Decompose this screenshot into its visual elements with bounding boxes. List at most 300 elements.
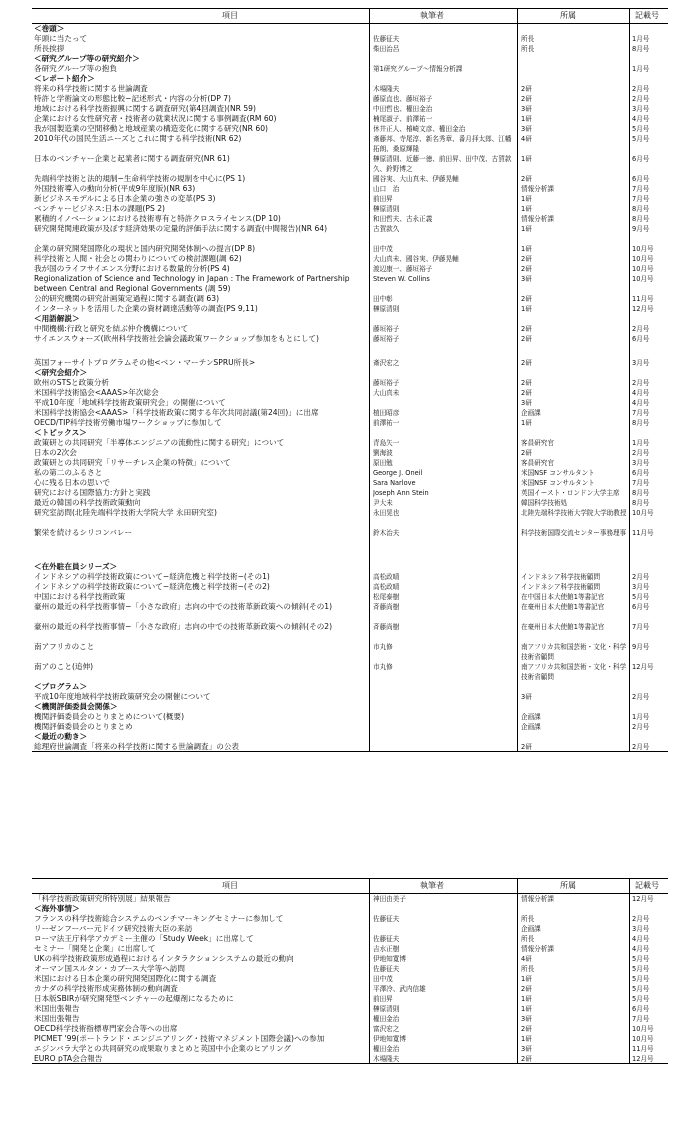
item-author: Sara Narlove xyxy=(373,479,416,487)
item-author: 大山真未、國谷実、伊藤晃輔 xyxy=(373,255,459,263)
table-row xyxy=(32,692,668,702)
item-title: 政策研との共同研究「半導体エンジニアの流動性に関する研究」について xyxy=(34,438,285,447)
item-issue: 12月号 xyxy=(632,305,654,313)
item-author: 斉藤尚樹 xyxy=(373,603,400,611)
item-title: カナダの科学技術形成実務体制の動向調査 xyxy=(34,984,178,993)
item-issue: 7月号 xyxy=(632,1015,650,1023)
item-issue: 8月号 xyxy=(632,205,650,213)
table-row xyxy=(32,508,668,528)
table-row xyxy=(32,1004,668,1014)
item-affiliation: 1研 xyxy=(521,1035,532,1043)
item-issue: 11月号 xyxy=(632,1045,654,1053)
item-title: ＜レポート紹介＞ xyxy=(34,74,95,83)
item-issue: 5月号 xyxy=(632,985,650,993)
item-affiliation: 3研 xyxy=(521,1045,532,1053)
item-author: 木場隆夫 xyxy=(373,1055,400,1063)
item-title: PICMET '99(ポートランド・エンジニアリング・技術マネジメント国際会議)への参加 xyxy=(34,1034,325,1043)
table-row xyxy=(32,134,668,154)
table-row xyxy=(32,954,668,964)
item-issue: 11月号 xyxy=(632,529,654,537)
section-heading xyxy=(32,428,668,438)
table-row xyxy=(32,408,668,418)
item-title: サイエンスウォーズ(欧州科学技術社会論会議政策ワークショップ参加をもとにして) xyxy=(34,334,319,343)
item-author: 高松政晴 xyxy=(373,583,400,591)
item-title: インドネシアの科学技術政策について−経済危機と科学技術−(その2) xyxy=(34,582,270,591)
item-affiliation: 2研 xyxy=(521,85,532,93)
item-issue: 5月号 xyxy=(632,965,650,973)
item-author: 永田晃也 xyxy=(373,509,400,517)
item-issue: 4月号 xyxy=(632,945,650,953)
item-title: 日本のベンチャー企業と起業者に関する調査研究(NR 61) xyxy=(34,154,230,163)
table-row xyxy=(32,378,668,388)
item-issue: 8月号 xyxy=(632,215,650,223)
item-author: 榊原清則、近藤一徳、前田昇、田中茂、古賀款久、鈴野博之 xyxy=(373,155,512,173)
item-affiliation: 所長 xyxy=(521,965,535,973)
item-affiliation: 所長 xyxy=(521,45,535,53)
item-issue: 5月号 xyxy=(632,593,650,601)
header-issue: 記載号 xyxy=(635,881,659,890)
table-row xyxy=(32,204,668,214)
item-author: 前澤祐一 xyxy=(373,419,400,427)
item-author: 國谷実、大山真未、伊藤晃輔 xyxy=(373,175,459,183)
item-issue: 8月号 xyxy=(632,419,650,427)
column-divider xyxy=(369,878,370,1063)
item-affiliation: 英国イースト・ロンドン大学主席 xyxy=(521,489,620,497)
item-title: 年頭に当たって xyxy=(34,34,88,43)
table-row xyxy=(32,468,668,478)
item-affiliation: 2研 xyxy=(521,985,532,993)
header-issue: 記載号 xyxy=(635,11,659,20)
table-row xyxy=(32,194,668,204)
item-issue: 7月号 xyxy=(632,185,650,193)
table-row xyxy=(32,274,668,294)
table-row xyxy=(32,528,668,548)
item-issue: 4月号 xyxy=(632,935,650,943)
table-row xyxy=(32,622,668,642)
table-row xyxy=(32,224,668,244)
item-author: 平澤冷、武内信雄 xyxy=(373,985,426,993)
header-affiliation: 所属 xyxy=(560,11,576,20)
table-row xyxy=(32,1014,668,1024)
item-author: 青島矢一 xyxy=(373,439,400,447)
index-table-2 xyxy=(32,878,668,1064)
item-title: 科学技術と人間・社会との関わりについての検討課題(調 62) xyxy=(34,254,242,263)
table-row xyxy=(32,458,668,468)
item-author: 尹大未 xyxy=(373,499,393,507)
item-author: 伊地知寛博 xyxy=(373,955,406,963)
item-title: 研究開発関連政策が及ぼす経済効果の定量的評価手法に関する調査(中間報告)(NR 64) xyxy=(34,224,328,233)
item-title: UKの科学技術政策形成過程におけるインタラクションシステムの最近の動向 xyxy=(34,954,294,963)
item-title: ローマ法王庁科学アカデミー主催の「Study Week」に出席して xyxy=(34,934,254,943)
item-title: 米国における日本企業の研究開発国際化に関する調査 xyxy=(34,974,217,983)
table-row xyxy=(32,334,668,344)
item-title: フランスの科学技術総合システムのベンチマーキングセミナーに参加して xyxy=(34,914,284,923)
item-author: 佐藤征夫 xyxy=(373,935,400,943)
section-heading xyxy=(32,74,668,84)
item-title: 研究室訪問(北陸先端科学技術大学院大学 永田研究室) xyxy=(34,508,217,517)
item-author: 木場隆夫 xyxy=(373,85,400,93)
item-author: 古賀款久 xyxy=(373,225,400,233)
header-title: 項目 xyxy=(222,881,238,890)
item-author: 權田金治 xyxy=(373,1045,400,1053)
table-row xyxy=(32,174,668,184)
item-title: 企業における女性研究者・技術者の就業状況に関する事例調査(RM 60) xyxy=(34,114,277,123)
item-affiliation: 米国NSF コンサルタント xyxy=(521,469,595,477)
item-issue: 2月号 xyxy=(632,573,650,581)
item-author: 藤垣裕子 xyxy=(373,325,400,333)
item-issue: 10月号 xyxy=(632,1035,654,1043)
item-affiliation: 2研 xyxy=(521,335,532,343)
item-title: OECD科学技術指標専門家会合等への出席 xyxy=(34,1024,178,1033)
item-affiliation: 韓国科学技術処 xyxy=(521,499,568,507)
table-row xyxy=(32,1034,668,1044)
item-affiliation: 1研 xyxy=(521,205,532,213)
item-issue: 6月号 xyxy=(632,175,650,183)
item-affiliation: 情報分析課 xyxy=(521,945,554,953)
item-affiliation: 情報分析課 xyxy=(521,215,554,223)
item-issue: 5月号 xyxy=(632,995,650,1003)
table-row xyxy=(32,712,668,722)
item-affiliation: 米国NSF コンサルタント xyxy=(521,479,595,487)
table-row xyxy=(32,64,668,74)
column-divider xyxy=(517,878,518,1063)
item-title: 将来の科学技術に関する世論調査 xyxy=(34,84,148,93)
item-author: 和田哲夫、古永正義 xyxy=(373,215,433,223)
item-author: 田中彰 xyxy=(373,295,393,303)
item-title: 南アフリカのこと xyxy=(34,642,95,651)
item-issue: 4月号 xyxy=(632,399,650,407)
item-issue: 1月号 xyxy=(632,439,650,447)
item-author: 大山真未 xyxy=(373,389,400,397)
item-issue: 11月号 xyxy=(632,295,654,303)
table-bottom-rule xyxy=(32,751,668,752)
item-author: 斎沢宏之 xyxy=(373,359,400,367)
item-title: 私の第二のふるさと xyxy=(34,468,103,477)
item-title: 英国フォーサイトプログラムその他<ベン・マーテンSPRU所長> xyxy=(34,358,256,367)
item-affiliation: 企画課 xyxy=(521,409,541,417)
item-author: 植田昭彦 xyxy=(373,409,400,417)
item-affiliation: 3研 xyxy=(521,105,532,113)
table-row xyxy=(32,184,668,194)
item-affiliation: 2研 xyxy=(521,1055,532,1063)
table-row xyxy=(32,642,668,662)
item-title: 日本の2次会 xyxy=(34,448,77,457)
header-author: 執筆者 xyxy=(420,881,444,890)
item-issue: 5月号 xyxy=(632,135,650,143)
item-title: インターネットを活用した企業の資材調達活動等の調査(PS 9,11) xyxy=(34,304,258,313)
item-author: 斎藤邦、寺尾淳、新名秀章、番月拝太郎、江幡拓朗、桑原輝隆 xyxy=(373,135,512,153)
item-issue: 3月号 xyxy=(632,925,650,933)
table-row xyxy=(32,722,668,732)
table-row xyxy=(32,398,668,408)
item-title: 「科学技術政策研究所特別展」結果報告 xyxy=(34,894,171,903)
item-affiliation: 1研 xyxy=(521,419,532,427)
table-row xyxy=(32,344,668,358)
item-issue: 2月号 xyxy=(632,379,650,387)
item-author: 佐藤征夫 xyxy=(373,965,400,973)
item-issue: 8月号 xyxy=(632,499,650,507)
table-row xyxy=(32,84,668,94)
item-title: セミナー「開発と企業」に出席して xyxy=(34,944,156,953)
item-issue: 10月号 xyxy=(632,509,654,517)
item-issue: 10月号 xyxy=(632,245,654,253)
item-title: 南アのこと(追伸) xyxy=(34,662,94,671)
item-affiliation: 情報分析課 xyxy=(521,185,554,193)
table-row xyxy=(32,984,668,994)
table-header xyxy=(32,8,668,24)
item-author: 榊原清則 xyxy=(373,305,400,313)
table-row xyxy=(32,214,668,224)
section-heading xyxy=(32,24,668,34)
table-row xyxy=(32,994,668,1004)
item-title: 米国科学技術協会<AAAS>年次総会 xyxy=(34,388,159,397)
column-divider xyxy=(369,8,370,751)
item-issue: 10月号 xyxy=(632,255,654,263)
item-author: 中田哲也、權田金治 xyxy=(373,105,433,113)
table-row xyxy=(32,44,668,54)
item-author: 松尾泰樹 xyxy=(373,593,400,601)
section-heading xyxy=(32,732,668,742)
item-issue: 8月号 xyxy=(632,45,650,53)
item-title: 2010年代の国民生活ニーズとこれに関する科学技術(NR 62) xyxy=(34,134,242,143)
item-affiliation: インドネシア科学技術顧問 xyxy=(521,573,601,581)
item-title: 米国科学技術協会<AAAS>「科学技術政策に関する年次共同討議(第24回)」に出席 xyxy=(34,408,319,417)
section-heading xyxy=(32,562,668,572)
item-affiliation: 2研 xyxy=(521,449,532,457)
item-issue: 2月号 xyxy=(632,325,650,333)
item-title: 外国技術導入の動向分析(平成9年度版)(NR 63) xyxy=(34,184,196,193)
item-author: 佐藤征夫 xyxy=(373,35,400,43)
item-affiliation: 客員研究官 xyxy=(521,439,554,447)
item-issue: 2月号 xyxy=(632,85,650,93)
item-affiliation: 情報分析課 xyxy=(521,895,554,903)
table-row xyxy=(32,114,668,124)
item-issue: 7月号 xyxy=(632,623,650,631)
item-title: 中国における科学技術政策 xyxy=(34,592,126,601)
item-author: 山口 治 xyxy=(373,185,400,193)
table-row xyxy=(32,974,668,984)
table-row xyxy=(32,34,668,44)
table-row xyxy=(32,154,668,174)
item-affiliation: 南アフリカ共和国芸術・文化・科学技術省顧問 xyxy=(521,643,627,661)
item-title: オーマン国スルタン・カブース大学等へ訪問 xyxy=(34,964,185,973)
item-author: 鈴木治夫 xyxy=(373,529,400,537)
table-row xyxy=(32,388,668,398)
item-title: 地域における科学技術振興に関する調査研究(第4回調査)(NR 59) xyxy=(34,104,256,113)
table-row xyxy=(32,324,668,334)
item-author: 田中茂 xyxy=(373,245,393,253)
item-title: 米国出張報告 xyxy=(34,1004,80,1013)
item-title: ＜プログラム＞ xyxy=(34,682,88,691)
item-title: 新ビジネスモデルによる日本企業の強さの変革(PS 3) xyxy=(34,194,216,203)
table-row xyxy=(32,944,668,954)
section-heading xyxy=(32,682,668,692)
item-affiliation: 在中国日本大使館1等書記官 xyxy=(521,593,605,601)
item-affiliation: 企画課 xyxy=(521,925,541,933)
item-affiliation: 企画課 xyxy=(521,723,541,731)
item-issue: 5月号 xyxy=(632,955,650,963)
item-title: OECD/TIP科学技術労働市場ワークショップに参加して xyxy=(34,418,222,427)
item-issue: 1月号 xyxy=(632,65,650,73)
section-heading xyxy=(32,702,668,712)
item-issue: 6月号 xyxy=(632,1005,650,1013)
item-title: 豪州の最近の科学技術事情−「小さな政府」志向の中での技術革新政策への傾斜(その2) xyxy=(34,622,333,631)
item-title: 米国出張報告 xyxy=(34,1014,80,1023)
item-author: 神田由美子 xyxy=(373,895,406,903)
item-title: 欧州のSTSと政策分析 xyxy=(34,378,110,387)
item-title: ＜最近の動き＞ xyxy=(34,732,88,741)
item-author: 休井正人、椿崎文彦、權田金治 xyxy=(373,125,466,133)
item-affiliation: 1研 xyxy=(521,195,532,203)
item-affiliation: 2研 xyxy=(521,325,532,333)
item-title: 研究における国際協力:方針と実践 xyxy=(34,488,151,497)
item-issue: 3月号 xyxy=(632,105,650,113)
item-affiliation: 2研 xyxy=(521,175,532,183)
item-title: 特許と学術論文の形態比較−記述形式・内容の分析(DP 7) xyxy=(34,94,232,103)
table-row xyxy=(32,358,668,368)
item-title: 平成10年度「地域科学技術政策研究会」の開催について xyxy=(34,398,226,407)
item-title: 公的研究機関の研究計画策定過程に関する調査(調 63) xyxy=(34,294,220,303)
item-title: ＜在外駐在員シリーズ＞ xyxy=(34,562,118,571)
item-affiliation: 1研 xyxy=(521,225,532,233)
header-author: 執筆者 xyxy=(420,11,444,20)
item-issue: 10月号 xyxy=(632,275,654,283)
item-issue: 2月号 xyxy=(632,743,650,751)
item-affiliation: 2研 xyxy=(521,95,532,103)
item-author: 斉藤尚樹 xyxy=(373,623,400,631)
item-issue: 7月号 xyxy=(632,409,650,417)
table-row xyxy=(32,104,668,114)
item-title: 日本版SBIRが研究開発型ベンチャーの起爆剤になるために xyxy=(34,994,234,1003)
item-title: ＜海外事情＞ xyxy=(34,904,80,913)
item-affiliation: 3研 xyxy=(521,399,532,407)
item-title: 所長挨拶 xyxy=(34,44,65,53)
item-issue: 3月号 xyxy=(632,583,650,591)
item-author: George J. Oneil xyxy=(373,469,423,477)
item-issue: 10月号 xyxy=(632,265,654,273)
item-title: 先端科学技術と法的規制−生命科学技術の規制を中心に(PS 1) xyxy=(34,174,246,183)
item-author: 伊地知寛博 xyxy=(373,1035,406,1043)
item-author: 楠尾淑子、前澤祐一 xyxy=(373,115,433,123)
item-author: 前田昇 xyxy=(373,995,393,1003)
item-issue: 2月号 xyxy=(632,915,650,923)
item-title: 機関評価委員会のとりまとめについて(概要) xyxy=(34,712,185,721)
item-author: 佐藤征夫 xyxy=(373,915,400,923)
item-author: 榊原清則 xyxy=(373,1005,400,1013)
item-title: 累積的イノベーションにおける技術専有と特許クロスライセンス(DP 10) xyxy=(34,214,281,223)
item-affiliation: 1研 xyxy=(521,115,532,123)
table-row xyxy=(32,264,668,274)
item-affiliation: 在豪州日本大使館1等書記官 xyxy=(521,623,605,631)
item-author: Joseph Ann Stein xyxy=(373,489,429,497)
item-title: ＜巻頭＞ xyxy=(34,24,65,33)
table-row xyxy=(32,934,668,944)
item-issue: 2月号 xyxy=(632,95,650,103)
item-author: 榊原清則 xyxy=(373,205,400,213)
item-title: 各研究グループ等の抱負 xyxy=(34,64,117,73)
item-title: 最近の韓国の科学技術政策動向 xyxy=(34,498,141,507)
item-issue: 8月号 xyxy=(632,489,650,497)
table-row xyxy=(32,924,668,934)
item-author: 第1研究グループ〜情報分析課 xyxy=(373,65,463,73)
item-title: 我が国のライフサイエンス分野における数量的分析(PS 4) xyxy=(34,264,230,273)
table-row xyxy=(32,592,668,602)
item-affiliation: 在豪州日本大使館1等書記官 xyxy=(521,603,605,611)
item-issue: 6月号 xyxy=(632,335,650,343)
item-issue: 7月号 xyxy=(632,195,650,203)
item-issue: 3月号 xyxy=(632,459,650,467)
table-row xyxy=(32,418,668,428)
table-row xyxy=(32,304,668,314)
table-row xyxy=(32,94,668,104)
table-row xyxy=(32,1024,668,1034)
item-affiliation: 1研 xyxy=(521,1005,532,1013)
item-title: 機関評価委員会のとりまとめ xyxy=(34,722,133,731)
item-title: エジンバラ大学との共同研究の成果取りまとめと英国中小企業のヒアリング xyxy=(34,1044,292,1053)
item-affiliation: 4研 xyxy=(521,135,532,143)
item-issue: 5月号 xyxy=(632,975,650,983)
item-affiliation: 客員研究官 xyxy=(521,459,554,467)
item-affiliation: 2研 xyxy=(521,389,532,397)
item-issue: 2月号 xyxy=(632,449,650,457)
table-row xyxy=(32,548,668,562)
item-title: ＜機関評価委員会関係＞ xyxy=(34,702,118,711)
item-title: ベンチャービジネス:日本の課題(PS 2) xyxy=(34,204,165,213)
item-affiliation: 2研 xyxy=(521,1025,532,1033)
item-title: インドネシアの科学技術政策について−経済危機と科学技術−(その1) xyxy=(34,572,270,581)
item-title: 心に残る日本の思いで xyxy=(34,478,110,487)
item-issue: 12月号 xyxy=(632,663,654,671)
item-issue: 9月号 xyxy=(632,643,650,651)
table-row xyxy=(32,498,668,508)
table-row xyxy=(32,254,668,264)
item-affiliation: 科学技術国際交流センター事務理事 xyxy=(521,529,627,537)
table-body xyxy=(32,24,668,752)
item-affiliation: 3研 xyxy=(521,1015,532,1023)
item-affiliation: 3研 xyxy=(521,125,532,133)
item-title: 繁栄を続けるシリコンバレー xyxy=(34,528,133,537)
table-row xyxy=(32,582,668,592)
item-affiliation: 所長 xyxy=(521,935,535,943)
item-affiliation: 2研 xyxy=(521,265,532,273)
item-issue: 7月号 xyxy=(632,479,650,487)
table-bottom-rule xyxy=(32,1063,668,1064)
item-affiliation: 2研 xyxy=(521,379,532,387)
item-author: 市丸修 xyxy=(373,643,393,651)
item-affiliation: 所長 xyxy=(521,915,535,923)
item-author: 藤垣裕子 xyxy=(373,379,400,387)
table-row xyxy=(32,488,668,498)
item-title: 平成10年度地域科学技術政策研究会の開催について xyxy=(34,692,211,701)
item-affiliation: 3研 xyxy=(521,275,532,283)
table-row xyxy=(32,894,668,904)
header-affiliation: 所属 xyxy=(560,881,576,890)
item-author: 市丸修 xyxy=(373,663,393,671)
item-issue: 5月号 xyxy=(632,125,650,133)
item-affiliation: 1研 xyxy=(521,245,532,253)
table-row xyxy=(32,662,668,682)
item-affiliation: インドネシア科学技術顧問 xyxy=(521,583,601,591)
item-author: 田中茂 xyxy=(373,975,393,983)
table-row xyxy=(32,294,668,304)
item-title: リーゼンフーバー元ドイツ研究技術大臣の来訪 xyxy=(34,924,193,933)
table-body xyxy=(32,894,668,1064)
item-issue: 2月号 xyxy=(632,723,650,731)
item-title: EURO pTA会合報告 xyxy=(34,1054,103,1063)
column-divider xyxy=(629,8,630,751)
item-issue: 12月号 xyxy=(632,895,654,903)
item-title: 総理府世論調査「将来の科学技術に関する世論調査」の公表 xyxy=(34,742,240,751)
